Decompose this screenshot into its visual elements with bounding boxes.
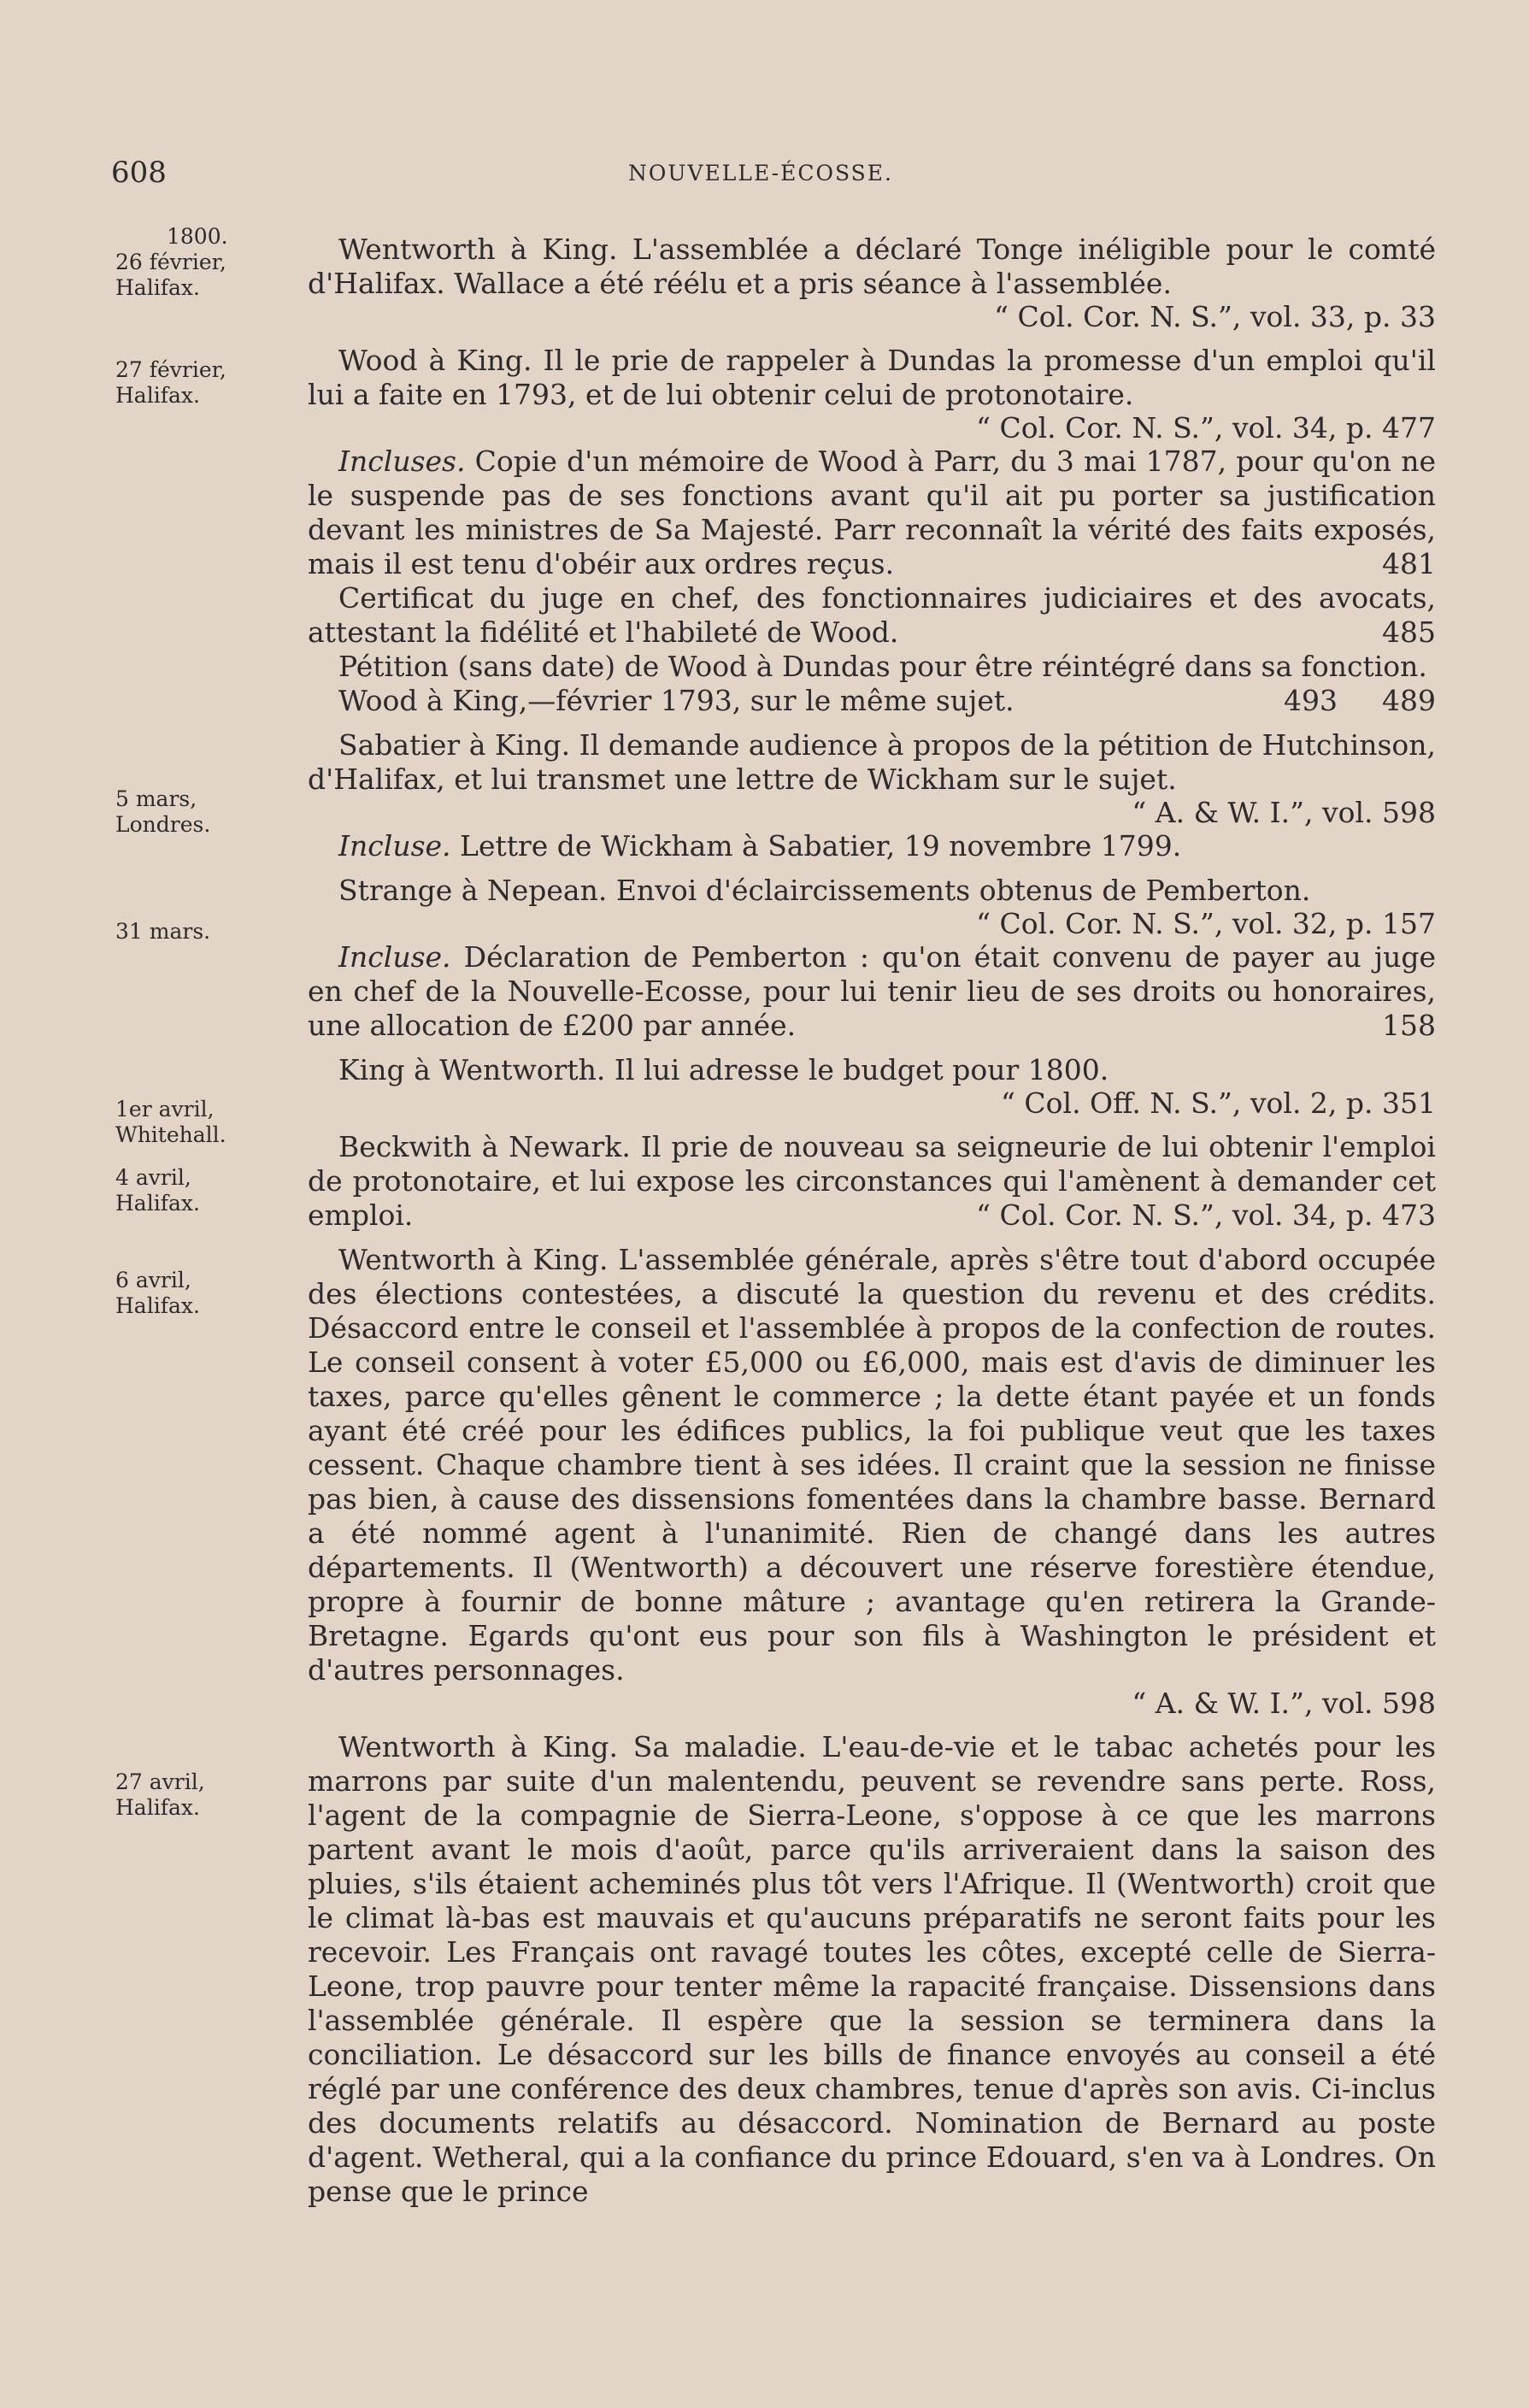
source-reference: “ Col. Cor. N. S.”, vol. 34, p. 477 (976, 411, 1436, 445)
entry-text: Wentworth à King. L'assemblée générale, après s'être tout d'abord occupée des élections contestées, a discuté la question du revenu et des crédits. Désaccord entre le conseil et l'assemblée à propos de la confection de routes. Le conseil consent à voter £5,000 ou £6,000, mais est d'avis de diminuer les taxes, parce qu'elles gênent le commerce ; la dette étant payée et un fonds ayant été créé pour les édifices publics, la foi publique veut que les taxes cessent. Chaque chambre tient à ses idées. Il craint que la session ne finisse pas bien, à cause des dissensions fomentées dans la chambre basse. Bernard a été nommé agent à l'unanimité. Rien de changé dans les autres départements. Il (Wentworth) a découvert une réserve forestière étendue, propre à fournir de bonne mâture ; avantage qu'en retirera la Grande-Bretagne. Egards qu'ont eus pour son fils à Washington le président et d'autres personnages. (308, 1243, 1436, 1687)
entry-paragraph (308, 1130, 1436, 1233)
source-reference: “ A. & W. I.”, vol. 598 (1132, 1687, 1436, 1720)
page-ref: 493 (1284, 684, 1338, 717)
enclosure-text: Déclaration de Pemberton : qu'on était convenu de payer au juge en chef de la Nouvelle-Ecosse, pour lui tenir lieu de ses droits ou honoraires, une allocation de £200 par année. (308, 940, 1436, 1042)
entry-date: 27 avril, Halifax. (115, 1769, 205, 1820)
entry (308, 728, 1436, 863)
enclosure-paragraph (308, 829, 1436, 863)
entry-text: Wood à King. Il le prie de rappeler à Dundas la promesse d'un emploi qu'il lui a faite en 1793, et de lui obtenir celui de protonotaire. (308, 344, 1436, 411)
page-number: 608 (111, 156, 167, 190)
entry (308, 1053, 1436, 1120)
entry (308, 344, 1436, 718)
enclosure-paragraph (308, 581, 1436, 650)
running-head: NOUVELLE-ÉCOSSE. (628, 161, 893, 185)
enclosure-paragraph (308, 445, 1436, 581)
entry-date: 26 février, Halifax. (115, 250, 226, 300)
source-reference: “ Col. Cor. N. S.”, vol. 34, p. 473 (976, 1198, 1436, 1232)
page-ref: 485 (1382, 615, 1436, 649)
enclosure-text: Certificat du juge en chef, des fonctionnaires judiciaires et des avocats, attestant la fidélité et l'habileté de Wood. (308, 581, 1436, 649)
enclosure-text: Wood à King,—février 1793, sur le même sujet. (338, 684, 1014, 717)
entry-text: King à Wentworth. Il lui adresse le budget pour 1800. (338, 1053, 1109, 1086)
entry-text: Beckwith à Newark. Il prie de nouveau sa seigneurie de lui obtenir l'emploi de protonotaire, et lui expose les circonstances qui l'amènent à demander cet emploi. (308, 1130, 1436, 1232)
page-ref: 489 (1382, 684, 1436, 717)
enclosure-text: Lettre de Wickham à Sabatier, 19 novembre 1799. (460, 829, 1182, 863)
source-reference: “ A. & W. I.”, vol. 598 (1132, 796, 1436, 829)
entry-date: 31 mars. (115, 919, 211, 944)
entry (308, 1730, 1436, 2209)
source-reference: “ Col. Off. N. S.”, vol. 2, p. 351 (1001, 1086, 1436, 1120)
entry (308, 1243, 1436, 1720)
enclosure-paragraph (308, 940, 1436, 1043)
enclosure-text: Pétition (sans date) de Wood à Dundas pour être réintégré dans sa fonction. (338, 650, 1427, 683)
page-header (0, 156, 1529, 198)
source-reference: “ Col. Cor. N. S.”, vol. 33, p. 33 (994, 300, 1436, 333)
entry-text: Sabatier à King. Il demande audience à propos de la pétition de Hutchinson, d'Halifax, et lui transmet une lettre de Wickham sur le sujet. (308, 728, 1436, 796)
page-ref: 481 (1382, 547, 1436, 580)
entry-date: 6 avril, Halifax. (115, 1268, 200, 1318)
entry-date: 27 février, Halifax. (115, 357, 226, 408)
enclosure-paragraph (308, 684, 1436, 718)
enclosure-label: Incluses. (338, 445, 466, 478)
year-heading: 1800. (167, 224, 228, 249)
entry (308, 1130, 1436, 1233)
entry-date: 1er avril, Whitehall. (115, 1097, 226, 1147)
entry-date: 5 mars, Londres. (115, 786, 211, 837)
enclosure-label: Incluse. (338, 940, 451, 974)
source-reference: “ Col. Cor. N. S.”, vol. 32, p. 157 (976, 907, 1436, 940)
enclosure-label: Incluse. (338, 829, 451, 863)
entry-text: Wentworth à King. L'assemblée a déclaré Tonge inéligible pour le comté d'Halifax. Wallace a été réélu et a pris séance à l'assemblée. (308, 233, 1436, 300)
entry-date: 4 avril, Halifax. (115, 1165, 200, 1216)
page-ref: 158 (1382, 1009, 1436, 1042)
entries-column (308, 233, 1436, 2219)
entry-text: Wentworth à King. Sa maladie. L'eau-de-vie et le tabac achetés pour les marrons par suite d'un malentendu, peuvent se revendre sans perte. Ross, l'agent de la compagnie de Sierra-Leone, s'oppose à ce que les marrons partent avant le mois d'août, parce qu'ils arriveraient dans la saison des pluies, s'ils étaient acheminés plus tôt vers l'Afrique. Il (Wentworth) croit que le climat là-bas est mauvais et qu'aucuns préparatifs ne seront faits pour les recevoir. Les Français ont ravagé toutes les côtes, excepté celle de Sierra-Leone, trop pauvre pour tenter même la rapacité française. Dissensions dans l'assemblée générale. Il espère que la session se terminera dans la conciliation. Le désaccord sur les bills de finance envoyés au conseil a été réglé par une conférence des deux chambres, tenue d'après son avis. Ci-inclus des documents relatifs au désaccord. Nomination de Bernard au poste d'agent. Wetheral, qui a la confiance du prince Edouard, s'en va à Londres. On pense que le prince (308, 1730, 1436, 2208)
entry (308, 874, 1436, 1043)
enclosure-text: Copie d'un mémoire de Wood à Parr, du 3 mai 1787, pour qu'on ne le suspende pas de ses fonctions avant qu'il ait pu porter sa justification devant les ministres de Sa Majesté. Parr reconnaît la vérité des faits exposés, mais il est tenu d'obéir aux ordres reçus. (308, 445, 1436, 580)
entry (308, 233, 1436, 333)
entry-text: Strange à Nepean. Envoi d'éclaircissements obtenus de Pemberton. (338, 874, 1311, 907)
